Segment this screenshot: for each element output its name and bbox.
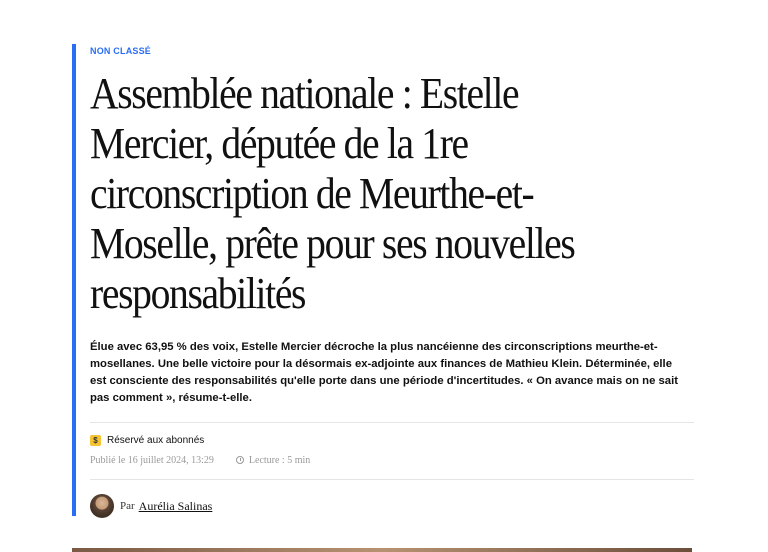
author-prefix: Par	[120, 500, 135, 512]
premium-label: Réservé aux abonnés	[107, 434, 205, 446]
avatar[interactable]	[90, 494, 114, 518]
article-image-edge	[72, 548, 692, 552]
clock-icon	[236, 456, 244, 464]
author-link[interactable]: Aurélia Salinas	[138, 498, 213, 513]
reading-time: Lecture : 5 min	[248, 454, 311, 466]
article-lede: Élue avec 63,95 % des voix, Estelle Mercier décroche la plus nancéienne des circonscriptions meurthe-et-mosellanes. Une belle victoire pour la désormais ex-adjointe aux finances de Mathieu Klein. Déterminée, elle est consciente des responsabilités qu'elle porte dans une période d'incertitudes. « On avance mais on ne sait pas comment », résume-t-elle.	[90, 341, 678, 404]
category-label[interactable]: NON CLASSÉ	[90, 46, 152, 56]
article-meta	[90, 453, 692, 467]
premium-badge	[90, 433, 692, 447]
author-byline	[90, 494, 692, 518]
premium-dollar-icon: $	[90, 435, 101, 446]
divider	[90, 479, 694, 480]
article-title: Assemblée nationale : Estelle Mercier, députée de la 1re circonscription de Meurthe-et-Moselle, prête pour ses nouvelles responsabilités	[90, 69, 575, 318]
published-date: Publié le 16 juillet 2024, 13:29	[90, 454, 214, 466]
article-header	[72, 44, 692, 516]
divider	[90, 422, 694, 423]
